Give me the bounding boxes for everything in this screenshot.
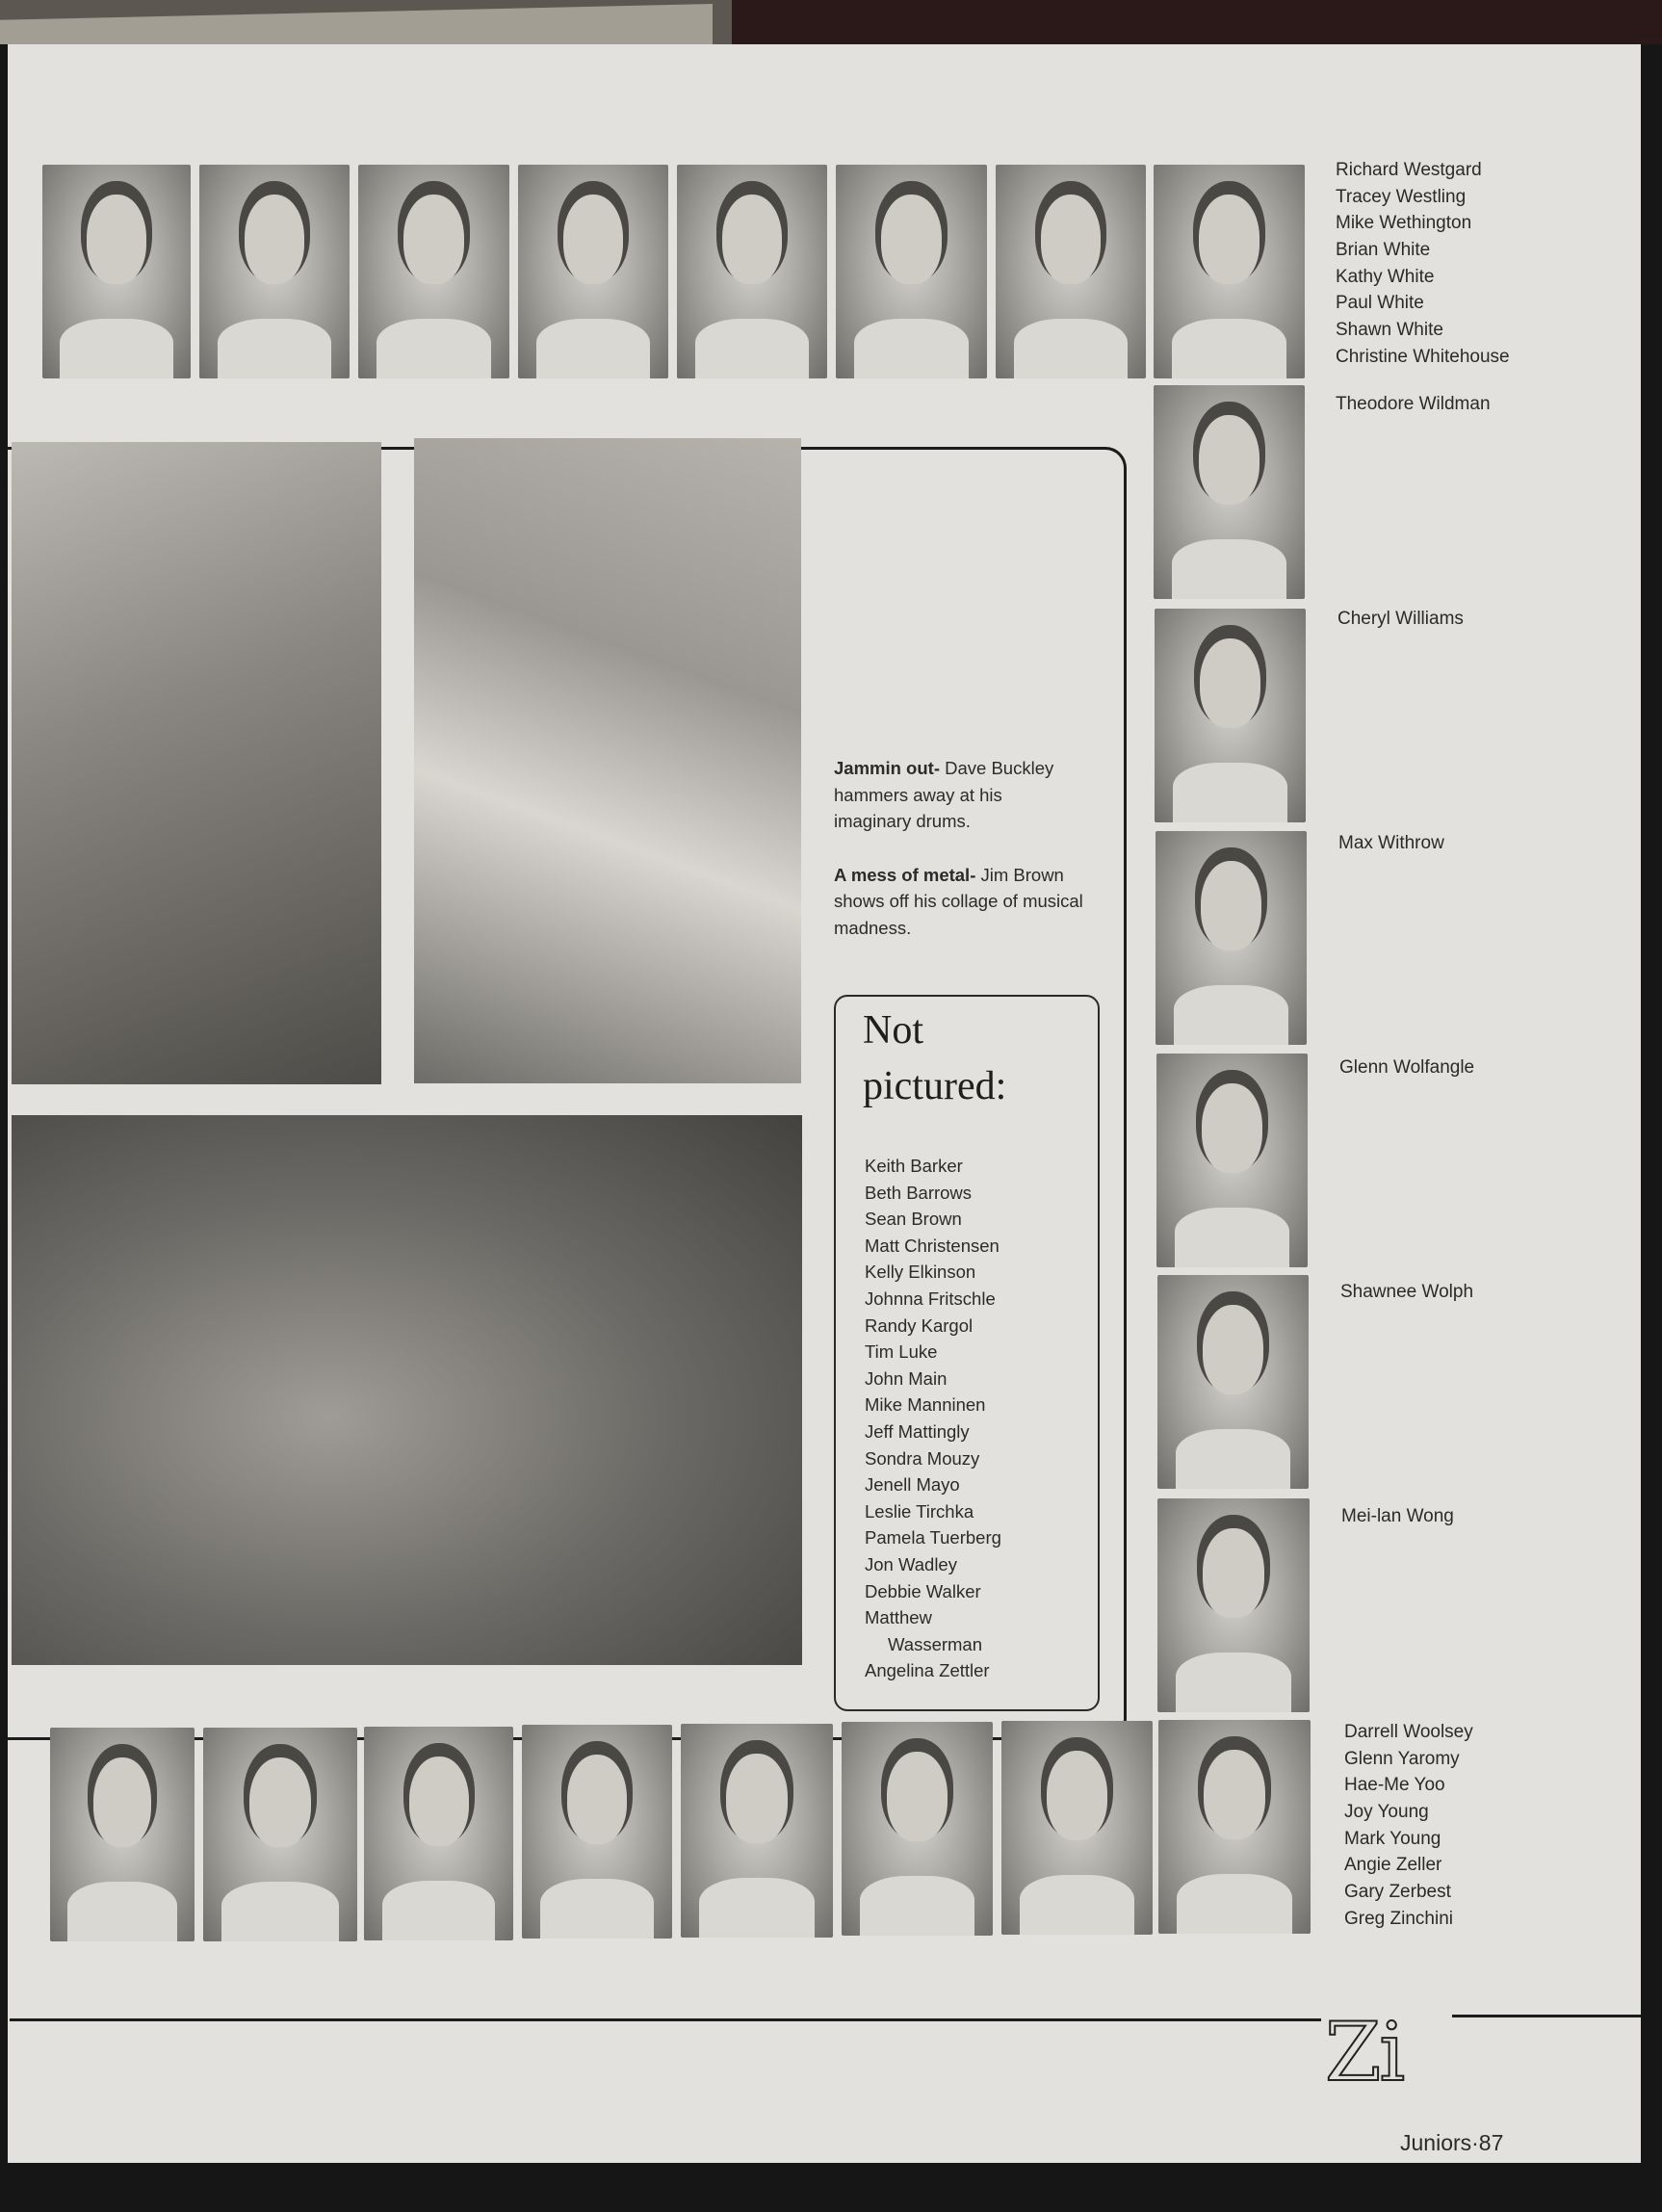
list-item: Sean Brown xyxy=(865,1209,962,1230)
list-item: Wasserman xyxy=(888,1633,983,1654)
yearbook-page xyxy=(8,44,1641,2163)
student-name: Brian White xyxy=(1336,240,1431,261)
portrait-photo xyxy=(1001,1721,1153,1935)
student-name: Gary Zerbest xyxy=(1344,1882,1451,1903)
student-name: Max Withrow xyxy=(1338,833,1444,853)
portrait-photo xyxy=(836,165,987,378)
list-item: John Main xyxy=(865,1367,948,1389)
list-item: Mike Manninen xyxy=(865,1394,986,1416)
portrait-photo xyxy=(1157,1275,1309,1489)
list-item: Keith Barker xyxy=(865,1156,963,1176)
student-name: Kathy White xyxy=(1336,266,1435,287)
student-name: Joy Young xyxy=(1344,1802,1429,1823)
portrait-photo xyxy=(1158,1720,1311,1934)
portrait-photo xyxy=(203,1728,357,1941)
student-name: Richard Westgard xyxy=(1336,160,1482,180)
portrait-photo xyxy=(1157,1498,1310,1712)
portrait-photo xyxy=(50,1728,195,1941)
portrait-photo xyxy=(1154,385,1305,599)
student-name: Glenn Wolfangle xyxy=(1339,1057,1475,1078)
student-name: Glenn Yaromy xyxy=(1344,1748,1460,1769)
portrait-photo xyxy=(681,1724,833,1938)
student-name: Mark Young xyxy=(1344,1828,1441,1849)
portrait-photo xyxy=(996,165,1146,378)
list-item: Sondra Mouzy xyxy=(865,1447,980,1469)
list-item: Matthew xyxy=(865,1607,932,1628)
portrait-photo xyxy=(522,1725,672,1939)
student-name: Shawnee Wolph xyxy=(1340,1282,1474,1302)
portrait-photo xyxy=(1156,1054,1308,1267)
student-name: Paul White xyxy=(1336,293,1424,314)
page-edge-top-dark xyxy=(732,0,1662,44)
section-mark: Zi xyxy=(1325,2005,1404,2099)
list-item: Angelina Zettler xyxy=(865,1660,990,1681)
student-name: Angie Zeller xyxy=(1344,1855,1442,1876)
list-item: Jon Wadley xyxy=(865,1553,957,1574)
photo-captions xyxy=(834,755,1084,968)
list-item: Leslie Tirchka xyxy=(865,1500,974,1522)
list-item: Johnna Fritschle xyxy=(865,1288,996,1309)
caption-metal: A mess of metal- Jim Brown shows off his collage of musical madness. xyxy=(834,864,1083,938)
student-name: Hae-Me Yoo xyxy=(1344,1775,1445,1796)
list-item: Jenell Mayo xyxy=(865,1474,960,1496)
portrait-photo xyxy=(842,1722,993,1936)
portrait-photo xyxy=(1155,609,1306,822)
student-name: Christine Whitehouse xyxy=(1336,346,1510,367)
not-pictured-list xyxy=(865,1153,1001,1684)
list-item: Debbie Walker xyxy=(865,1580,981,1601)
portrait-photo xyxy=(1156,831,1307,1045)
not-pictured-box xyxy=(834,995,1100,1711)
list-item: Pamela Tuerberg xyxy=(865,1527,1001,1548)
list-item: Tim Luke xyxy=(865,1341,938,1363)
student-name: Mei-lan Wong xyxy=(1341,1506,1454,1526)
list-item: Matt Christensen xyxy=(865,1235,1000,1256)
portrait-photo xyxy=(677,165,827,378)
portrait-photo xyxy=(364,1727,513,1940)
not-pictured-title: Not pictured: xyxy=(863,1008,1007,1108)
list-item: Randy Kargol xyxy=(865,1314,974,1336)
feature-photo-drummer xyxy=(414,438,801,1083)
portrait-photo xyxy=(518,165,668,378)
bottom-row-names xyxy=(1344,1719,1473,1933)
portrait-photo xyxy=(199,165,350,378)
footer-rule-right xyxy=(1452,2015,1641,2017)
feature-photo-locker xyxy=(12,442,381,1084)
list-item: Kelly Elkinson xyxy=(865,1262,976,1283)
footer-rule-left xyxy=(10,2018,1321,2021)
student-name: Darrell Woolsey xyxy=(1344,1722,1473,1742)
page-number: Juniors·87 xyxy=(1400,2130,1504,2155)
student-name: Theodore Wildman xyxy=(1336,394,1491,414)
feature-photo-metal-collage xyxy=(12,1115,802,1665)
portrait-photo xyxy=(42,165,191,378)
list-item: Jeff Mattingly xyxy=(865,1420,970,1442)
student-name: Tracey Westling xyxy=(1336,186,1467,207)
student-name: Shawn White xyxy=(1336,320,1443,341)
list-item: Beth Barrows xyxy=(865,1182,973,1203)
student-name: Cheryl Williams xyxy=(1337,609,1464,629)
caption-jammin: Jammin out- Dave Buckley hammers away at his imaginary drums. xyxy=(834,758,1054,831)
top-row-names xyxy=(1336,157,1510,371)
student-name: Mike Wethington xyxy=(1336,213,1472,234)
portrait-photo xyxy=(1154,165,1305,378)
student-name: Greg Zinchini xyxy=(1344,1908,1453,1929)
portrait-photo xyxy=(358,165,509,378)
